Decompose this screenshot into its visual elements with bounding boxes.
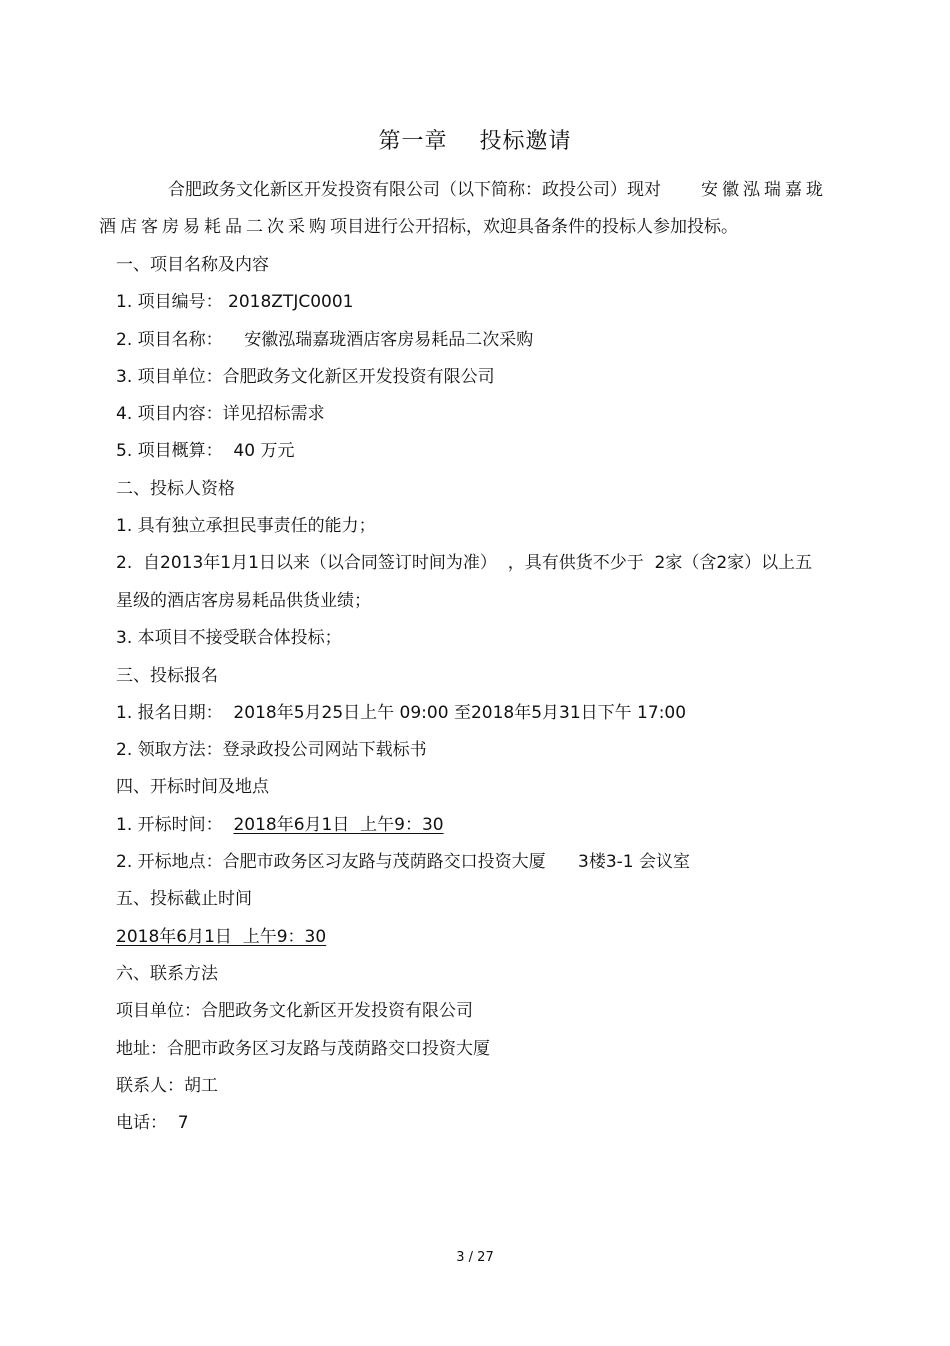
project-name: 2. 项目名称： 安徽泓瑞嘉珑酒店客房易耗品二次采购	[116, 330, 534, 350]
deadline-value: 2018年6月1日 上午9：30	[116, 927, 327, 947]
section-heading-5: 五、投标截止时间	[116, 889, 252, 909]
contact-phone: 电话： 7	[116, 1113, 189, 1133]
qualification-2-cont: 星级的酒店客房易耗品供货业绩；	[116, 591, 371, 611]
intro-text-cont: 项目进行公开招标，欢迎具备条件的投标人参加投标。	[330, 217, 738, 237]
qualification-3: 3. 本项目不接受联合体投标；	[116, 628, 342, 648]
opening-location: 2. 开标地点：合肥市政务区习友路与茂荫路交口投资大厦 3楼3-1 会议室	[116, 852, 691, 872]
section-heading-4: 四、开标时间及地点	[116, 777, 269, 797]
project-number: 1. 项目编号： 2018ZTJC0001	[116, 292, 354, 312]
page-number: 3 / 27	[456, 1250, 494, 1265]
opening-time-value: 2018年6月1日 上午9：30	[233, 815, 444, 835]
contact-person: 联系人：胡工	[116, 1076, 218, 1096]
project-name-inline-cont: 酒店客房易耗品二次采购	[99, 217, 330, 237]
contact-address: 地址：合肥市政务区习友路与茂荫路交口投资大厦	[116, 1039, 490, 1059]
contact-unit: 项目单位：合肥政务文化新区开发投资有限公司	[116, 1001, 473, 1021]
section-heading-6: 六、联系方法	[116, 964, 218, 984]
intro-line-2	[99, 215, 738, 239]
registration-date: 1. 报名日期： 2018年5月25日上午 09:00 至2018年5月31日下午 17:00	[116, 703, 687, 723]
section-heading-3: 三、投标报名	[116, 666, 218, 686]
section-heading-2: 二、投标人资格	[116, 479, 235, 499]
intro-line-1	[168, 178, 827, 202]
qualification-1: 1. 具有独立承担民事责任的能力；	[116, 516, 376, 536]
project-unit: 3. 项目单位：合肥政务文化新区开发投资有限公司	[116, 367, 495, 387]
opening-time-label: 1. 开标时间：	[116, 815, 234, 835]
project-content: 4. 项目内容：详见招标需求	[116, 404, 325, 424]
opening-time	[116, 813, 444, 837]
project-name-inline: 安徽泓瑞嘉珑	[701, 180, 827, 200]
project-budget: 5. 项目概算： 40 万元	[116, 441, 295, 461]
qualification-2: 2. 自2013年1月1日以来（以合同签订时间为准） ，具有供货不少于 2家（含2家）以上五	[116, 553, 813, 573]
chapter-title: 第一章 投标邀请	[378, 129, 572, 154]
document-retrieval: 2. 领取方法：登录政投公司网站下载标书	[116, 740, 427, 760]
section-heading-1: 一、项目名称及内容	[116, 255, 269, 275]
intro-text: 合肥政务文化新区开发投资有限公司（以下简称：政投公司）现对	[168, 180, 661, 200]
